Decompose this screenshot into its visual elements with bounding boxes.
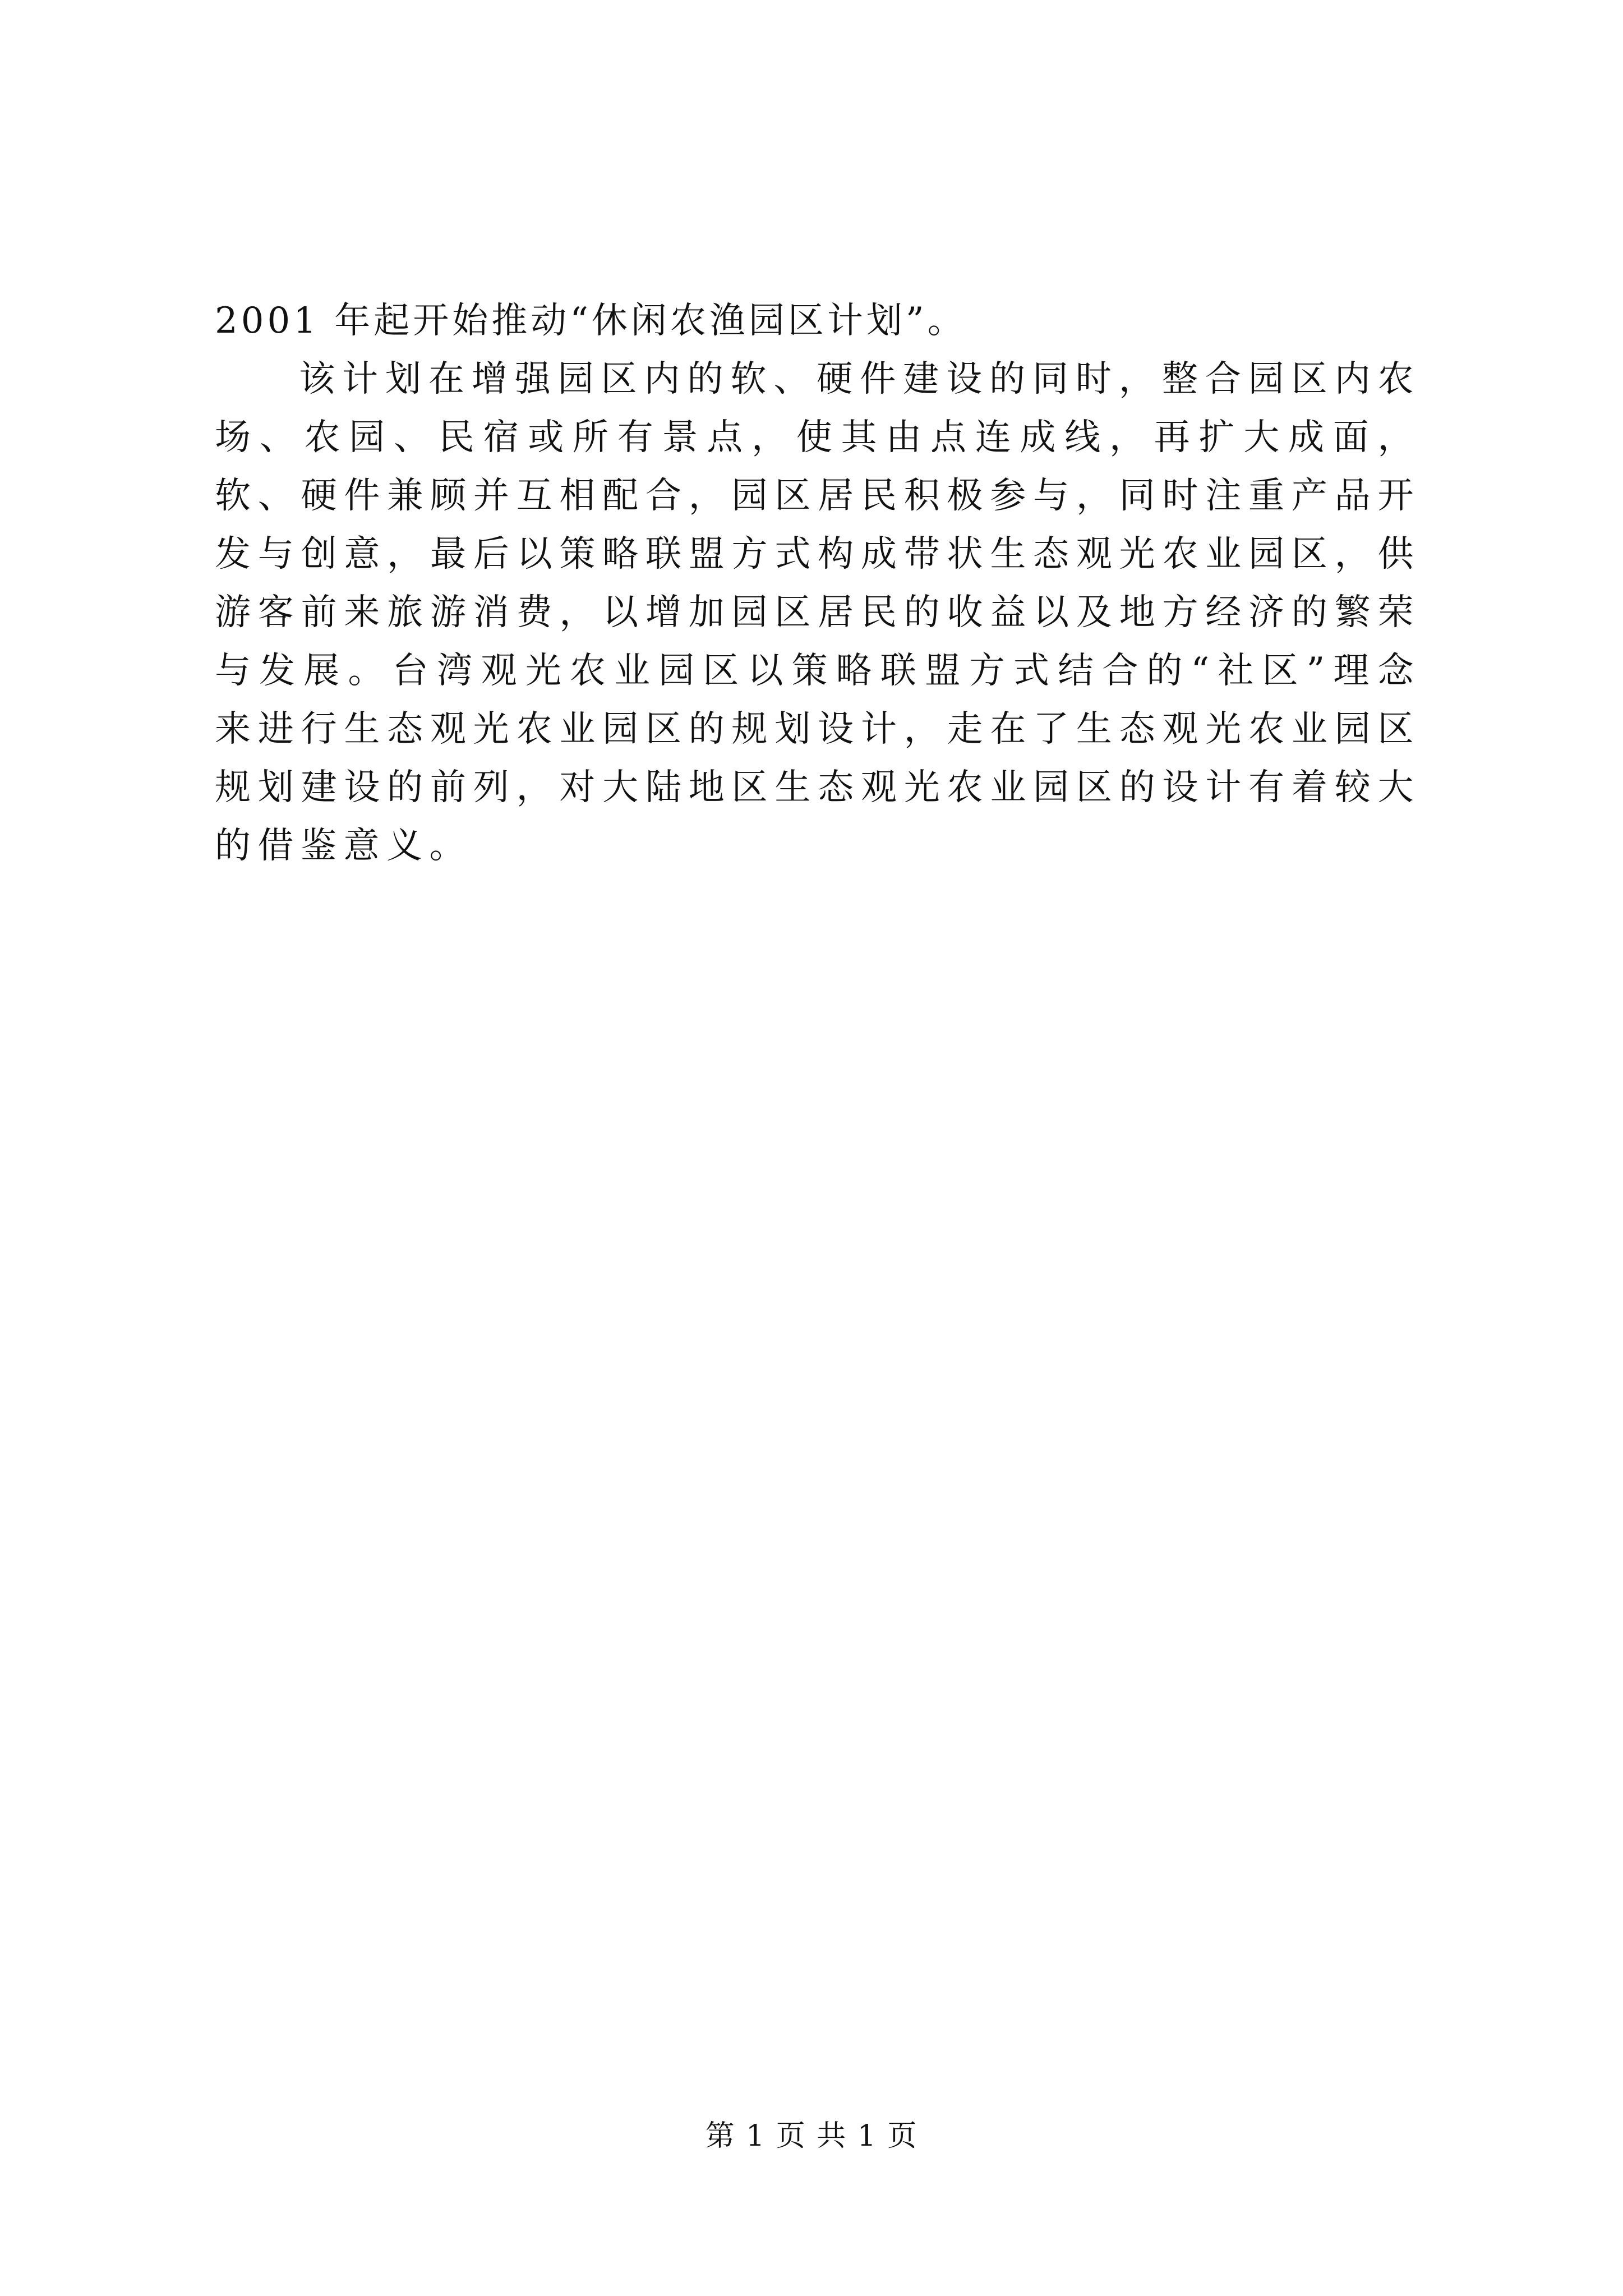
document-body	[215, 292, 1421, 875]
paragraph-continuation: 2001 年起开始推动“休闲农渔园区计划”。	[215, 300, 967, 342]
page-footer: 第 1 页 共 1 页	[705, 2119, 918, 2153]
paragraph-main: 该计划在增强园区内的软、硬件建设的同时，整合园区内农场、农园、民宿或所有景点，使其由点连成线，再扩大成面，软、硬件兼顾并互相配合，园区居民积极参与，同时注重产品开发与创意，最后以策略联盟方式构成带状生态观光农业园区，供游客前来旅游消费，以增加园区居民的收益以及地方经济的繁荣与发展。台湾观光农业园区以策略联盟方式结合的“社区”理念来进行生态观光农业园区的规划设计，走在了生态观光农业园区规划建设的前列，对大陆地区生态观光农业园区的设计有着较大的借鉴意义。	[215, 358, 1421, 867]
